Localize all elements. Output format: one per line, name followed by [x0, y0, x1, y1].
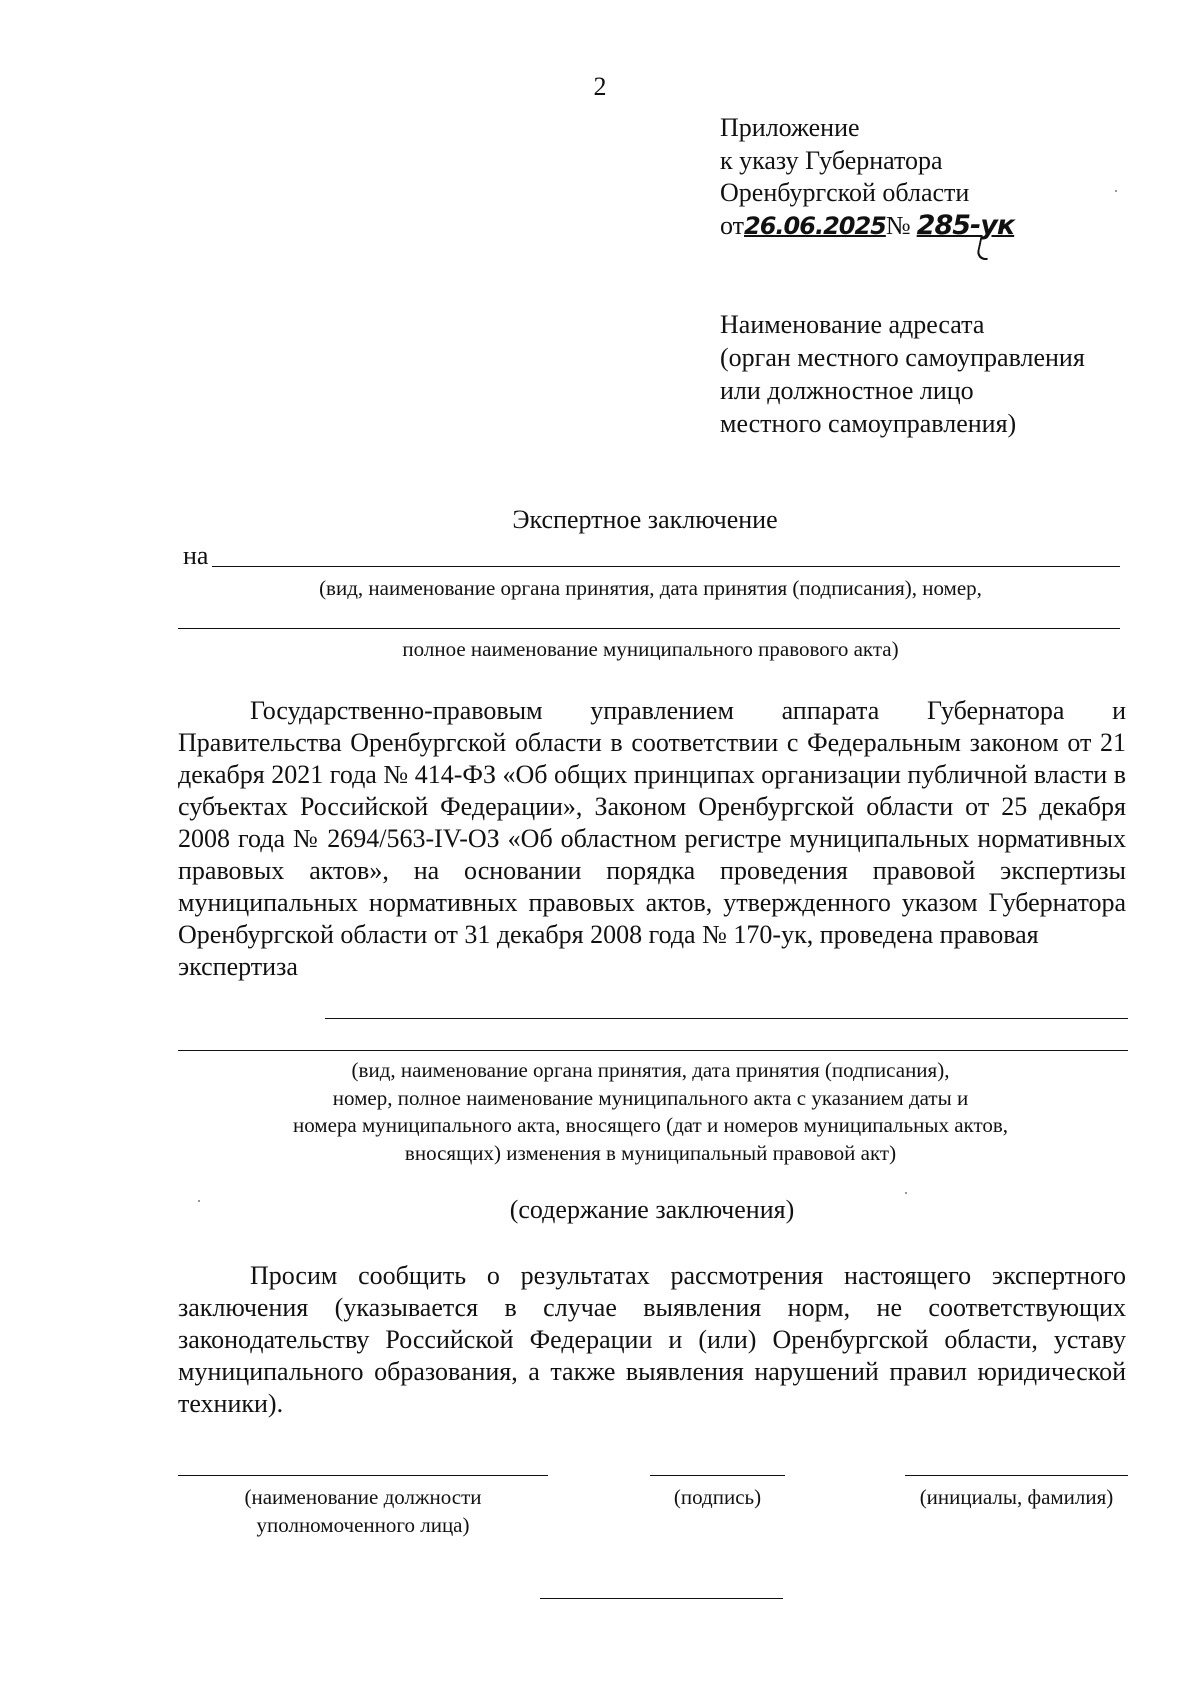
position-caption-line-2: уполномоченного лица)	[256, 1513, 470, 1537]
name-signature-line	[905, 1475, 1128, 1476]
appendix-block	[720, 112, 1014, 242]
closing-divider	[540, 1598, 783, 1599]
date-prefix: от	[720, 210, 745, 240]
sign-signature-line	[650, 1475, 785, 1476]
addressee-line-1: Наименование адресата	[720, 310, 985, 339]
name-caption: (инициалы, фамилия)	[919, 1485, 1114, 1509]
expertise-caption-line-4: вносящих) изменения в муниципальный правовой акт)	[404, 1140, 897, 1165]
sign-caption: (подпись)	[673, 1485, 762, 1509]
position-signature-line	[178, 1475, 548, 1476]
expertise-subject-line-2	[178, 1050, 1128, 1051]
appendix-line-1: Приложение	[720, 113, 860, 142]
paragraph-expertise-tail: экспертиза	[178, 952, 298, 981]
position-caption	[178, 1483, 548, 1539]
act-caption-1: (вид, наименование органа принятия, дата принятия (подписания), номер,	[319, 576, 982, 600]
on-label: на	[183, 541, 209, 570]
scan-speck	[905, 1192, 907, 1194]
main-paragraph	[178, 695, 1126, 983]
appendix-line-3: Оренбургской области	[720, 178, 970, 207]
expertise-caption	[178, 1057, 1123, 1167]
act-name-line-1	[212, 566, 1120, 567]
expertise-caption-line-2: номер, полное наименование муниципального акта с указанием даты и	[332, 1085, 969, 1110]
paragraph-expertise: Государственно-правовым управлением аппарата Губернатора и Правительства Оренбургской области в соответствии с Федеральным законом от 21 декабря 2021 года № 414-ФЗ «Об общих принципах организации публичной власти в субъектах Российской Федерации», Законом Оренбургской области от 25 декабря 2008 года № 2694/563-IV-ОЗ «Об областном регистре муниципальных нормативных правовых актов», на основании порядка проведения правовой экспертизы муниципальных нормативных правовых актов, утвержденного указом Губернатора Оренбургской области от 31 декабря 2008 года № 170-ук, проведена правовая	[178, 696, 1126, 949]
expertise-caption-line-1: (вид, наименование органа принятия, дата принятия (подписания),	[351, 1058, 950, 1082]
addressee-line-3: или должностное лицо	[720, 376, 974, 405]
paragraph-request: Просим сообщить о результатах рассмотрения настоящего экспертного заключения (указывается в случае выявления норм, не соответствующих законодательству Российской Федерации и (или) Оренбургской области, уставу муниципального образования, а также выявления нарушений правил юридической техники).	[178, 1261, 1126, 1418]
appendix-line-2: к указу Губернатора	[720, 145, 943, 175]
act-caption-2: полное наименование муниципального правового акта)	[402, 637, 899, 661]
addressee-line-2: (орган местного самоуправления	[720, 343, 1085, 372]
position-caption-line-1: (наименование должности	[244, 1485, 482, 1509]
document-title: Экспертное заключение	[512, 505, 778, 534]
addressee-block	[720, 308, 1085, 440]
scan-speck	[1115, 190, 1117, 192]
handwritten-date: 26.06.2025	[744, 211, 886, 240]
request-paragraph	[178, 1260, 1126, 1420]
expertise-subject-line-1	[325, 1018, 1128, 1019]
appendix-date-line	[720, 210, 1014, 243]
page-number: 2	[593, 72, 607, 101]
content-note: (содержание заключения)	[509, 1195, 795, 1224]
addressee-line-4: местного самоуправления)	[720, 409, 1017, 438]
handwritten-number: 285-ук	[916, 209, 1015, 241]
number-prefix: №	[885, 210, 911, 240]
act-name-line-2	[178, 628, 1120, 629]
expertise-caption-line-3: номера муниципального акта, вносящего (дат и номеров муниципальных актов,	[292, 1113, 1009, 1137]
